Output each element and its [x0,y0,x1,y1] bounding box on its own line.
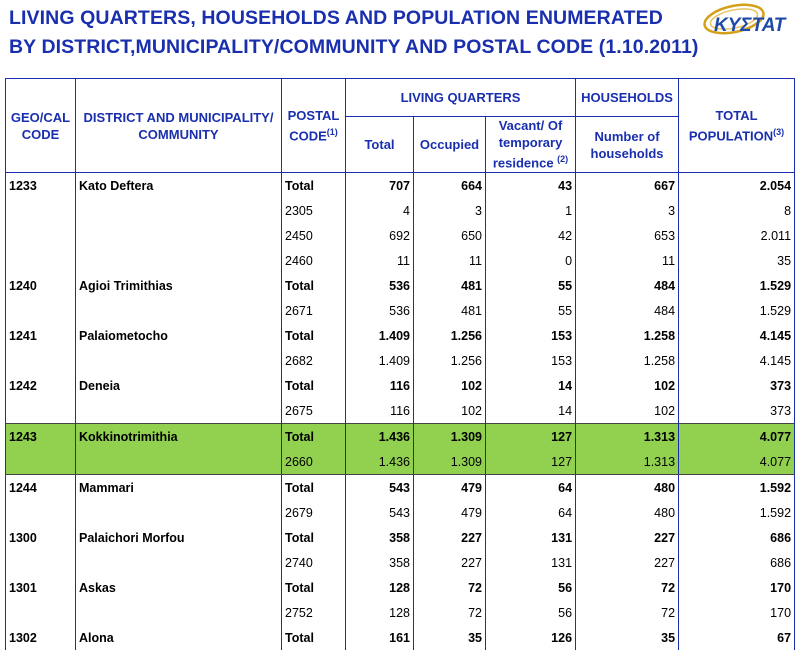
cell-geo-code: 1242 [6,373,76,398]
cell-households: 480 [576,475,679,501]
cell-households: 1.258 [576,348,679,373]
cell-lq-vacant: 127 [486,449,576,475]
cell-geo-code [6,198,76,223]
cell-district: Palaichori Morfou [76,525,282,550]
cell-lq-occupied: 1.309 [414,424,486,450]
cell-population: 373 [679,373,795,398]
cell-geo-code [6,298,76,323]
cell-geo-code: 1244 [6,475,76,501]
cell-postal-code: Total [282,323,346,348]
cell-lq-vacant: 153 [486,323,576,348]
header-lq-vacant: Vacant/ Of temporary residence $^{(2)}$ [486,117,576,173]
cell-lq-total: 161 [346,625,414,650]
cell-population: 170 [679,575,795,600]
cell-geo-code [6,348,76,373]
cell-households: 653 [576,223,679,248]
cell-geo-code: 1243 [6,424,76,450]
cell-lq-total: 116 [346,373,414,398]
table-row [6,424,795,450]
cell-district: Palaiometocho [76,323,282,348]
cell-lq-vacant: 56 [486,600,576,625]
cell-postal-code: 2675 [282,398,346,424]
table-row [6,323,795,348]
cell-lq-occupied: 1.256 [414,323,486,348]
header-lq-total: Total [346,117,414,173]
header-district: DISTRICT AND MUNICIPALITY/ COMMUNITY [76,79,282,173]
cell-lq-vacant: 43 [486,173,576,199]
title-line-2: BY DISTRICT,MUNICIPALITY/COMMUNITY AND POSTAL CODE (1.10.2011) [9,33,699,62]
cell-district [76,449,282,475]
cell-lq-total: 4 [346,198,414,223]
cell-district: Kokkinotrimithia [76,424,282,450]
cell-geo-code: 1241 [6,323,76,348]
cell-district [76,198,282,223]
table-row [6,348,795,373]
cell-households: 484 [576,273,679,298]
cell-lq-occupied: 102 [414,373,486,398]
cell-geo-code [6,600,76,625]
cell-households: 1.313 [576,449,679,475]
cell-postal-code: Total [282,424,346,450]
cell-population: 35 [679,248,795,273]
table-row [6,550,795,575]
cell-geo-code [6,550,76,575]
cell-lq-occupied: 479 [414,475,486,501]
cell-lq-vacant: 1 [486,198,576,223]
table-row [6,273,795,298]
cell-lq-occupied: 650 [414,223,486,248]
cell-lq-vacant: 0 [486,248,576,273]
header-households-number: Number of households [576,117,679,173]
header-households: HOUSEHOLDS [576,79,679,117]
cell-households: 667 [576,173,679,199]
header-geo-code: GEO/CAL CODE [6,79,76,173]
cell-population: 2.054 [679,173,795,199]
cell-lq-total: 1.436 [346,449,414,475]
cell-population: 2.011 [679,223,795,248]
cell-lq-total: 543 [346,475,414,501]
cell-lq-occupied: 481 [414,298,486,323]
cell-postal-code: 2682 [282,348,346,373]
cell-households: 1.313 [576,424,679,450]
cell-population: 686 [679,550,795,575]
cell-district: Deneia [76,373,282,398]
table-row [6,625,795,650]
table-row [6,198,795,223]
cell-households: 227 [576,550,679,575]
cystat-logo [700,2,798,42]
cell-lq-total: 1.436 [346,424,414,450]
cell-lq-occupied: 3 [414,198,486,223]
cell-lq-total: 358 [346,525,414,550]
cell-lq-occupied: 35 [414,625,486,650]
table-row [6,173,795,199]
cell-lq-vacant: 42 [486,223,576,248]
header-total-population: TOTAL POPULATION$^{(3)}$ [679,79,795,173]
cell-population: 8 [679,198,795,223]
cell-district [76,398,282,424]
cell-district: Askas [76,575,282,600]
cell-lq-vacant: 56 [486,575,576,600]
cell-population: 373 [679,398,795,424]
cell-postal-code: 2450 [282,223,346,248]
cell-population: 686 [679,525,795,550]
table-row [6,298,795,323]
cell-lq-occupied: 481 [414,273,486,298]
cell-district [76,223,282,248]
cell-lq-total: 128 [346,600,414,625]
table-row [6,600,795,625]
header-lq-occupied: Occupied [414,117,486,173]
cell-lq-total: 11 [346,248,414,273]
header-living-quarters: LIVING QUARTERS [346,79,576,117]
cell-lq-vacant: 131 [486,550,576,575]
table-row [6,500,795,525]
cell-geo-code [6,223,76,248]
cell-lq-occupied: 72 [414,575,486,600]
cell-geo-code: 1240 [6,273,76,298]
logo-text: ΚΥΣΤΑΤ [714,15,787,36]
cell-households: 11 [576,248,679,273]
cell-households: 102 [576,398,679,424]
cell-lq-total: 358 [346,550,414,575]
cell-geo-code: 1302 [6,625,76,650]
cell-geo-code [6,248,76,273]
cell-district [76,248,282,273]
cell-geo-code: 1233 [6,173,76,199]
cell-lq-total: 128 [346,575,414,600]
cell-lq-vacant: 126 [486,625,576,650]
cell-district: Mammari [76,475,282,501]
cell-lq-occupied: 227 [414,525,486,550]
cell-postal-code: Total [282,273,346,298]
cell-postal-code: Total [282,475,346,501]
table-row [6,525,795,550]
cell-postal-code: 2660 [282,449,346,475]
cell-postal-code: 2671 [282,298,346,323]
header-postal-code: POSTAL CODE$^{(1)}$ [282,79,346,173]
cell-postal-code: 2679 [282,500,346,525]
cell-households: 35 [576,625,679,650]
table-row [6,248,795,273]
cell-population: 67 [679,625,795,650]
cell-lq-occupied: 664 [414,173,486,199]
cell-households: 1.258 [576,323,679,348]
cell-population: 1.529 [679,273,795,298]
cell-lq-total: 1.409 [346,348,414,373]
cell-households: 3 [576,198,679,223]
cell-households: 484 [576,298,679,323]
cell-population: 1.592 [679,475,795,501]
cell-population: 4.145 [679,323,795,348]
cell-district: Kato Deftera [76,173,282,199]
table-row [6,223,795,248]
cell-geo-code: 1300 [6,525,76,550]
table-body [6,173,795,650]
cell-lq-vacant: 127 [486,424,576,450]
cell-district: Agioi Trimithias [76,273,282,298]
cell-district [76,500,282,525]
cell-district [76,600,282,625]
page-title [9,4,699,62]
cell-lq-vacant: 131 [486,525,576,550]
cell-lq-vacant: 55 [486,273,576,298]
cell-households: 72 [576,575,679,600]
table-row [6,373,795,398]
cell-district [76,550,282,575]
cell-lq-vacant: 153 [486,348,576,373]
cell-postal-code: Total [282,525,346,550]
cell-geo-code: 1301 [6,575,76,600]
cell-population: 1.529 [679,298,795,323]
cell-lq-total: 116 [346,398,414,424]
cell-postal-code: Total [282,373,346,398]
cell-postal-code: 2752 [282,600,346,625]
cell-lq-vacant: 64 [486,475,576,501]
cell-lq-total: 692 [346,223,414,248]
table-row [6,449,795,475]
cell-population: 4.077 [679,424,795,450]
cell-population: 170 [679,600,795,625]
cell-lq-occupied: 1.256 [414,348,486,373]
cell-lq-vacant: 14 [486,373,576,398]
cell-lq-total: 536 [346,298,414,323]
cell-geo-code [6,398,76,424]
table-row [6,398,795,424]
cell-lq-total: 707 [346,173,414,199]
title-line-1: LIVING QUARTERS, HOUSEHOLDS AND POPULATION ENUMERATED [9,4,699,33]
cell-lq-vacant: 14 [486,398,576,424]
cell-lq-occupied: 227 [414,550,486,575]
cell-postal-code: 2740 [282,550,346,575]
cell-population: 1.592 [679,500,795,525]
cell-postal-code: Total [282,625,346,650]
cell-population: 4.077 [679,449,795,475]
cell-district [76,298,282,323]
cell-geo-code [6,500,76,525]
cell-households: 102 [576,373,679,398]
cell-lq-occupied: 72 [414,600,486,625]
cell-geo-code [6,449,76,475]
cell-lq-occupied: 479 [414,500,486,525]
cell-lq-vacant: 55 [486,298,576,323]
cell-population: 4.145 [679,348,795,373]
cell-households: 480 [576,500,679,525]
cell-households: 72 [576,600,679,625]
cell-lq-total: 543 [346,500,414,525]
cell-lq-occupied: 102 [414,398,486,424]
table-row [6,475,795,501]
cell-lq-occupied: 1.309 [414,449,486,475]
table-row [6,575,795,600]
cell-lq-occupied: 11 [414,248,486,273]
population-table [5,78,795,650]
cell-district [76,348,282,373]
cell-households: 227 [576,525,679,550]
cell-postal-code: 2460 [282,248,346,273]
cell-lq-total: 536 [346,273,414,298]
cell-lq-total: 1.409 [346,323,414,348]
cell-district: Alona [76,625,282,650]
cell-postal-code: 2305 [282,198,346,223]
cell-postal-code: Total [282,173,346,199]
cell-lq-vacant: 64 [486,500,576,525]
cell-postal-code: Total [282,575,346,600]
